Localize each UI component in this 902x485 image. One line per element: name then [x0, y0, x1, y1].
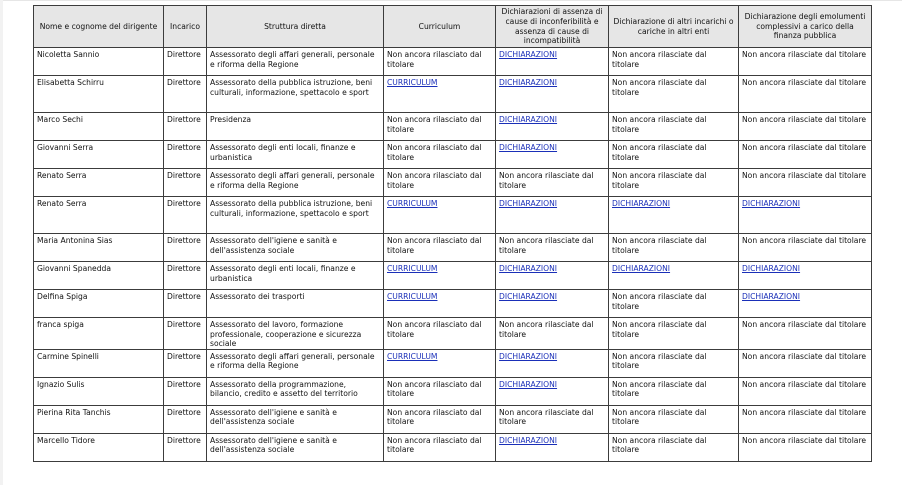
cell-struttura	[207, 433, 384, 461]
page-left-edge	[0, 0, 3, 485]
cell-struttura	[207, 234, 384, 262]
cell-incarico-text: Direttore	[167, 379, 201, 389]
cell-altri-incarichi	[609, 377, 739, 405]
cell-emolumenti	[739, 141, 872, 169]
cell-incarico-text: Direttore	[167, 199, 201, 208]
dichiarazioni-link[interactable]: DICHIARAZIONI	[612, 199, 671, 208]
cell-struttura	[207, 141, 384, 169]
dichiarazioni-link[interactable]: DICHIARAZIONI	[742, 264, 801, 273]
table-row	[34, 169, 872, 197]
header-altri-incarichi: Dichiarazione di altri incarichi o cariche in altri enti	[609, 6, 739, 48]
cell-struttura	[207, 290, 384, 318]
cell-curriculum	[384, 377, 496, 405]
table-row	[34, 349, 872, 377]
cell-inconferibilita	[496, 197, 609, 234]
cell-struttura-text: Presidenza	[210, 115, 252, 124]
cell-incarico	[164, 318, 207, 350]
cell-curriculum-text: Non ancora rilasciato dal titolare	[387, 50, 482, 69]
cell-struttura-text: Assessorato della programmazione, bilancio, credito e assetto del territorio	[210, 379, 358, 399]
cell-struttura-text: Assessorato della pubblica istruzione, beni culturali, informazione, spettacolo e sport	[210, 199, 373, 218]
cell-emolumenti-text: Non ancora rilasciate dal titolare	[742, 407, 867, 417]
cell-nome-text: Nicoletta Sannio	[37, 50, 100, 59]
cell-curriculum-text: Non ancora rilasciato dal titolare	[387, 435, 482, 455]
cell-nome	[34, 405, 164, 433]
cell-nome-text: Renato Serra	[37, 199, 87, 208]
cell-altri-incarichi	[609, 433, 739, 461]
cell-curriculum-text: Non ancora rilasciato dal titolare	[387, 171, 482, 190]
cell-struttura-text: Assessorato degli affari generali, personale e riforma della Regione	[210, 171, 375, 190]
cell-nome-text: Elisabetta Schirru	[37, 78, 104, 87]
table-row	[34, 197, 872, 234]
cell-inconferibilita	[496, 349, 609, 377]
cell-emolumenti	[739, 433, 872, 461]
cell-altri-incarichi	[609, 197, 739, 234]
dichiarazioni-link[interactable]: DICHIARAZIONI	[499, 435, 558, 445]
dichiarazioni-link[interactable]: DICHIARAZIONI	[499, 50, 558, 59]
cell-altri-incarichi-text: Non ancora rilasciate dal titolare	[612, 50, 707, 69]
cell-struttura-text: Assessorato dell'igiene e sanità e dell'assistenza sociale	[210, 236, 337, 255]
cell-inconferibilita	[496, 113, 609, 141]
cell-struttura	[207, 377, 384, 405]
cell-altri-incarichi-text: Non ancora rilasciate dal titolare	[612, 292, 707, 311]
cell-nome	[34, 318, 164, 350]
cell-inconferibilita	[496, 234, 609, 262]
cell-emolumenti-text: Non ancora rilasciate dal titolare	[742, 379, 867, 389]
cell-incarico	[164, 76, 207, 113]
cell-altri-incarichi	[609, 405, 739, 433]
cell-incarico-text: Direttore	[167, 407, 201, 417]
cell-altri-incarichi	[609, 169, 739, 197]
table-row	[34, 290, 872, 318]
cell-altri-incarichi-text: Non ancora rilasciate dal titolare	[612, 435, 707, 455]
cell-emolumenti	[739, 169, 872, 197]
cell-curriculum	[384, 262, 496, 290]
cell-struttura	[207, 197, 384, 234]
cell-emolumenti-text: Non ancora rilasciate dal titolare	[742, 143, 867, 152]
cell-altri-incarichi	[609, 141, 739, 169]
cell-curriculum	[384, 318, 496, 350]
cell-incarico-text: Direttore	[167, 143, 201, 152]
cell-incarico	[164, 169, 207, 197]
cell-curriculum	[384, 405, 496, 433]
cell-nome-text: Pierina Rita Tanchis	[37, 407, 111, 417]
cell-inconferibilita-text: Non ancora rilasciate dal titolare	[499, 171, 594, 190]
cell-struttura-text: Assessorato degli affari generali, personale e riforma della Regione	[210, 351, 375, 371]
cell-altri-incarichi-text: Non ancora rilasciate dal titolare	[612, 115, 707, 134]
cell-curriculum-text: Non ancora rilasciato dal titolare	[387, 236, 482, 255]
cell-struttura	[207, 76, 384, 113]
cell-struttura-text: Assessorato dell'igiene e sanità e dell'assistenza sociale	[210, 407, 337, 427]
cell-curriculum-text: Non ancora rilasciato dal titolare	[387, 379, 482, 399]
cell-curriculum	[384, 197, 496, 234]
cell-nome-text: Renato Serra	[37, 171, 87, 180]
cell-incarico	[164, 141, 207, 169]
dichiarazioni-link[interactable]: DICHIARAZIONI	[499, 199, 558, 208]
cell-struttura	[207, 169, 384, 197]
cell-nome-text: Carmine Spinelli	[37, 351, 99, 361]
curriculum-link[interactable]: CURRICULUM	[387, 264, 438, 273]
cell-inconferibilita	[496, 318, 609, 350]
header-inconferibilita: Dichiarazioni di assenza di cause di inconferibilità e assenza di cause di incompatibilità	[496, 6, 609, 48]
cell-nome	[34, 262, 164, 290]
cell-emolumenti	[739, 318, 872, 350]
cell-inconferibilita	[496, 262, 609, 290]
table-row	[34, 48, 872, 76]
header-struttura: Struttura diretta	[207, 6, 384, 48]
cell-incarico-text: Direttore	[167, 351, 201, 361]
header-curriculum: Curriculum	[384, 6, 496, 48]
cell-nome	[34, 349, 164, 377]
cell-nome	[34, 113, 164, 141]
cell-struttura	[207, 113, 384, 141]
cell-emolumenti-text: Non ancora rilasciate dal titolare	[742, 351, 867, 361]
cell-struttura-text: Assessorato dei trasporti	[210, 292, 305, 301]
cell-nome	[34, 169, 164, 197]
cell-emolumenti	[739, 377, 872, 405]
cell-incarico	[164, 48, 207, 76]
cell-curriculum	[384, 141, 496, 169]
cell-curriculum	[384, 433, 496, 461]
table-body	[34, 48, 872, 462]
cell-inconferibilita-text: Non ancora rilasciate dal titolare	[499, 407, 594, 427]
curriculum-link[interactable]: CURRICULUM	[387, 351, 438, 361]
cell-curriculum-text: Non ancora rilasciato dal titolare	[387, 143, 482, 162]
cell-emolumenti-text: Non ancora rilasciate dal titolare	[742, 50, 867, 59]
cell-incarico-text: Direttore	[167, 115, 201, 124]
cell-curriculum	[384, 113, 496, 141]
table-row	[34, 76, 872, 113]
cell-altri-incarichi	[609, 76, 739, 113]
table-row	[34, 262, 872, 290]
header-incarico: Incarico	[164, 6, 207, 48]
cell-incarico	[164, 197, 207, 234]
cell-struttura-text: Assessorato del lavoro, formazione professionale, cooperazione e sicurezza sociale	[210, 320, 362, 349]
cell-nome	[34, 141, 164, 169]
cell-nome-text: Delfina Spiga	[37, 292, 88, 301]
cell-inconferibilita	[496, 377, 609, 405]
cell-curriculum	[384, 169, 496, 197]
cell-incarico-text: Direttore	[167, 292, 201, 301]
cell-inconferibilita	[496, 141, 609, 169]
table-row	[34, 113, 872, 141]
cell-struttura-text: Assessorato della pubblica istruzione, beni culturali, informazione, spettacolo e sport	[210, 78, 373, 97]
cell-inconferibilita	[496, 405, 609, 433]
cell-struttura	[207, 318, 384, 350]
cell-struttura	[207, 405, 384, 433]
cell-inconferibilita	[496, 76, 609, 113]
cell-nome-text: Giovanni Serra	[37, 143, 94, 152]
cell-emolumenti	[739, 405, 872, 433]
dichiarazioni-link[interactable]: DICHIARAZIONI	[742, 292, 801, 301]
dichiarazioni-link[interactable]: DICHIARAZIONI	[499, 264, 558, 273]
cell-struttura-text: Assessorato dell'igiene e sanità e dell'assistenza sociale	[210, 435, 337, 455]
cell-curriculum	[384, 76, 496, 113]
cell-emolumenti	[739, 234, 872, 262]
cell-incarico	[164, 377, 207, 405]
cell-altri-incarichi	[609, 234, 739, 262]
cell-curriculum-text: Non ancora rilasciato dal titolare	[387, 407, 482, 427]
cell-altri-incarichi-text: Non ancora rilasciate dal titolare	[612, 351, 707, 371]
cell-altri-incarichi-text: Non ancora rilasciate dal titolare	[612, 78, 707, 97]
cell-incarico	[164, 234, 207, 262]
cell-incarico	[164, 433, 207, 461]
cell-emolumenti-text: Non ancora rilasciate dal titolare	[742, 435, 867, 445]
cell-incarico	[164, 349, 207, 377]
header-nome: Nome e cognome del dirigente	[34, 6, 164, 48]
cell-altri-incarichi	[609, 262, 739, 290]
cell-nome	[34, 433, 164, 461]
cell-inconferibilita-text: Non ancora rilasciate dal titolare	[499, 236, 594, 255]
table-row	[34, 433, 872, 461]
cell-incarico-text: Direttore	[167, 320, 201, 329]
curriculum-link[interactable]: CURRICULUM	[387, 292, 438, 301]
cell-curriculum	[384, 290, 496, 318]
cell-altri-incarichi	[609, 290, 739, 318]
page-top-edge	[0, 0, 902, 1]
cell-inconferibilita	[496, 48, 609, 76]
dichiarazioni-link[interactable]: DICHIARAZIONI	[499, 115, 558, 124]
cell-emolumenti-text: Non ancora rilasciate dal titolare	[742, 78, 867, 87]
dichiarazioni-link[interactable]: DICHIARAZIONI	[499, 143, 558, 152]
cell-incarico	[164, 113, 207, 141]
cell-altri-incarichi-text: Non ancora rilasciate dal titolare	[612, 407, 707, 427]
cell-incarico	[164, 405, 207, 433]
cell-emolumenti	[739, 290, 872, 318]
table-header-row	[34, 6, 872, 48]
cell-nome	[34, 76, 164, 113]
dichiarazioni-link[interactable]: DICHIARAZIONI	[742, 199, 801, 208]
cell-curriculum	[384, 48, 496, 76]
cell-incarico-text: Direttore	[167, 435, 201, 445]
cell-nome-text: Marcello Tidore	[37, 435, 95, 445]
cell-altri-incarichi	[609, 349, 739, 377]
curriculum-link[interactable]: CURRICULUM	[387, 78, 438, 87]
cell-nome	[34, 48, 164, 76]
cell-nome	[34, 234, 164, 262]
cell-emolumenti-text: Non ancora rilasciate dal titolare	[742, 115, 867, 124]
header-emolumenti: Dichiarazione degli emolumenti complessivi a carico della finanza pubblica	[739, 6, 872, 48]
dichiarazioni-link[interactable]: DICHIARAZIONI	[499, 292, 558, 301]
cell-emolumenti	[739, 349, 872, 377]
cell-curriculum-text: Non ancora rilasciato dal titolare	[387, 320, 482, 339]
cell-struttura	[207, 48, 384, 76]
cell-nome-text: Ignazio Sulis	[37, 379, 85, 389]
cell-incarico-text: Direttore	[167, 78, 201, 87]
cell-curriculum	[384, 349, 496, 377]
table-row	[34, 377, 872, 405]
cell-emolumenti-text: Non ancora rilasciate dal titolare	[742, 171, 867, 180]
cell-altri-incarichi	[609, 318, 739, 350]
cell-altri-incarichi	[609, 48, 739, 76]
cell-incarico-text: Direttore	[167, 236, 201, 245]
cell-inconferibilita-text: Non ancora rilasciate dal titolare	[499, 320, 594, 339]
cell-inconferibilita	[496, 169, 609, 197]
cell-nome	[34, 290, 164, 318]
cell-emolumenti	[739, 48, 872, 76]
cell-incarico	[164, 262, 207, 290]
dichiarazioni-link[interactable]: DICHIARAZIONI	[499, 379, 558, 389]
table-row	[34, 318, 872, 350]
cell-struttura	[207, 349, 384, 377]
cell-altri-incarichi-text: Non ancora rilasciate dal titolare	[612, 379, 707, 399]
cell-altri-incarichi-text: Non ancora rilasciate dal titolare	[612, 143, 707, 162]
dichiarazioni-link[interactable]: DICHIARAZIONI	[499, 351, 558, 361]
cell-struttura	[207, 262, 384, 290]
curriculum-link[interactable]: CURRICULUM	[387, 199, 438, 208]
cell-inconferibilita	[496, 433, 609, 461]
cell-struttura-text: Assessorato degli enti locali, finanze e urbanistica	[210, 143, 356, 162]
cell-emolumenti	[739, 76, 872, 113]
cell-nome	[34, 197, 164, 234]
table-row	[34, 141, 872, 169]
cell-nome-text: franca spiga	[37, 320, 84, 329]
cell-altri-incarichi-text: Non ancora rilasciate dal titolare	[612, 236, 707, 255]
cell-curriculum-text: Non ancora rilasciato dal titolare	[387, 115, 482, 134]
cell-incarico	[164, 290, 207, 318]
cell-altri-incarichi	[609, 113, 739, 141]
cell-nome	[34, 377, 164, 405]
cell-struttura-text: Assessorato degli enti locali, finanze e urbanistica	[210, 264, 356, 283]
cell-inconferibilita	[496, 290, 609, 318]
cell-struttura-text: Assessorato degli affari generali, personale e riforma della Regione	[210, 50, 375, 69]
table-row	[34, 405, 872, 433]
cell-altri-incarichi-text: Non ancora rilasciate dal titolare	[612, 171, 707, 190]
cell-altri-incarichi-text: Non ancora rilasciate dal titolare	[612, 320, 707, 339]
cell-emolumenti-text: Non ancora rilasciate dal titolare	[742, 236, 867, 245]
dirigenti-table	[33, 5, 872, 462]
cell-nome-text: Marco Sechi	[37, 115, 83, 124]
table-row	[34, 234, 872, 262]
cell-incarico-text: Direttore	[167, 171, 201, 180]
cell-nome-text: Maria Antonina Sias	[37, 236, 113, 245]
cell-curriculum	[384, 234, 496, 262]
dichiarazioni-link[interactable]: DICHIARAZIONI	[499, 78, 558, 87]
cell-incarico-text: Direttore	[167, 50, 201, 59]
cell-nome-text: Giovanni Spanedda	[37, 264, 112, 273]
cell-emolumenti	[739, 113, 872, 141]
dichiarazioni-link[interactable]: DICHIARAZIONI	[612, 264, 671, 273]
cell-emolumenti	[739, 262, 872, 290]
cell-incarico-text: Direttore	[167, 264, 201, 273]
cell-emolumenti	[739, 197, 872, 234]
cell-emolumenti-text: Non ancora rilasciate dal titolare	[742, 320, 867, 329]
